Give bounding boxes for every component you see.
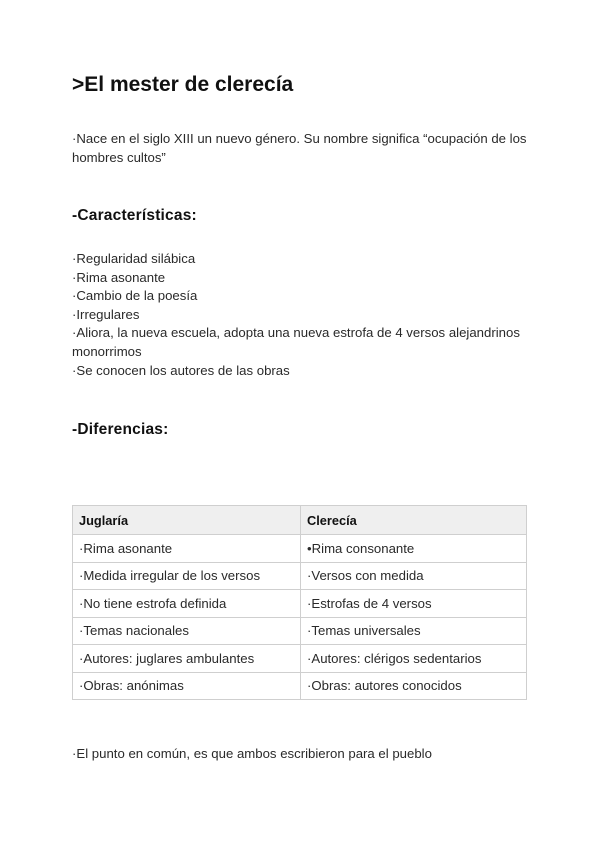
list-item: ·Se conocen los autores de las obras — [72, 362, 290, 378]
list-item: ·Aliora, la nueva escuela, adopta una nueva estrofa de 4 versos alejandrinos monorrimos — [72, 325, 520, 359]
column-header-clerecia: Clerecía — [301, 506, 527, 535]
list-item: ·Irregulares — [72, 306, 140, 322]
conclusion-paragraph: ·El punto en común, es que ambos escribieron para el pueblo — [72, 746, 432, 761]
list-item: ·Regularidad silábica — [72, 251, 196, 266]
comparison-table — [72, 505, 527, 700]
table-row — [73, 535, 527, 563]
page-title: >El mester de clerecía — [72, 73, 294, 96]
table-cell: ·Temas universales — [301, 617, 527, 645]
table-cell: ·Rima asonante — [73, 535, 301, 563]
table-cell: ·No tiene estrofa definida — [73, 590, 301, 618]
table-cell: ·Versos con medida — [301, 562, 527, 590]
table-cell: ·Medida irregular de los versos — [73, 562, 301, 590]
table-cell: •Rima consonante — [301, 535, 527, 563]
table-row — [73, 645, 527, 673]
table-row — [73, 562, 527, 590]
diferencias-heading: -Diferencias: — [72, 421, 169, 438]
table-row — [73, 590, 527, 618]
caracteristicas-heading: -Características: — [72, 207, 197, 224]
table-cell: ·Autores: juglares ambulantes — [73, 645, 301, 673]
list-item: ·Rima asonante — [72, 269, 166, 285]
table-cell: ·Obras: anónimas — [73, 672, 301, 700]
caracteristicas-list — [72, 250, 532, 380]
table-cell: ·Estrofas de 4 versos — [301, 590, 527, 618]
table-row — [73, 617, 527, 645]
list-item: ·Cambio de la poesía — [72, 288, 198, 304]
table-cell: ·Obras: autores conocidos — [301, 672, 527, 700]
table-row — [73, 672, 527, 700]
table-header-row — [73, 506, 527, 535]
table-cell: ·Autores: clérigos sedentarios — [301, 645, 527, 673]
column-header-juglaria: Juglaría — [73, 506, 301, 535]
table-cell: ·Temas nacionales — [73, 617, 301, 645]
intro-paragraph: ·Nace en el siglo XIII un nuevo género. Su nombre significa “ocupación de los hombres cultos” — [72, 131, 527, 165]
